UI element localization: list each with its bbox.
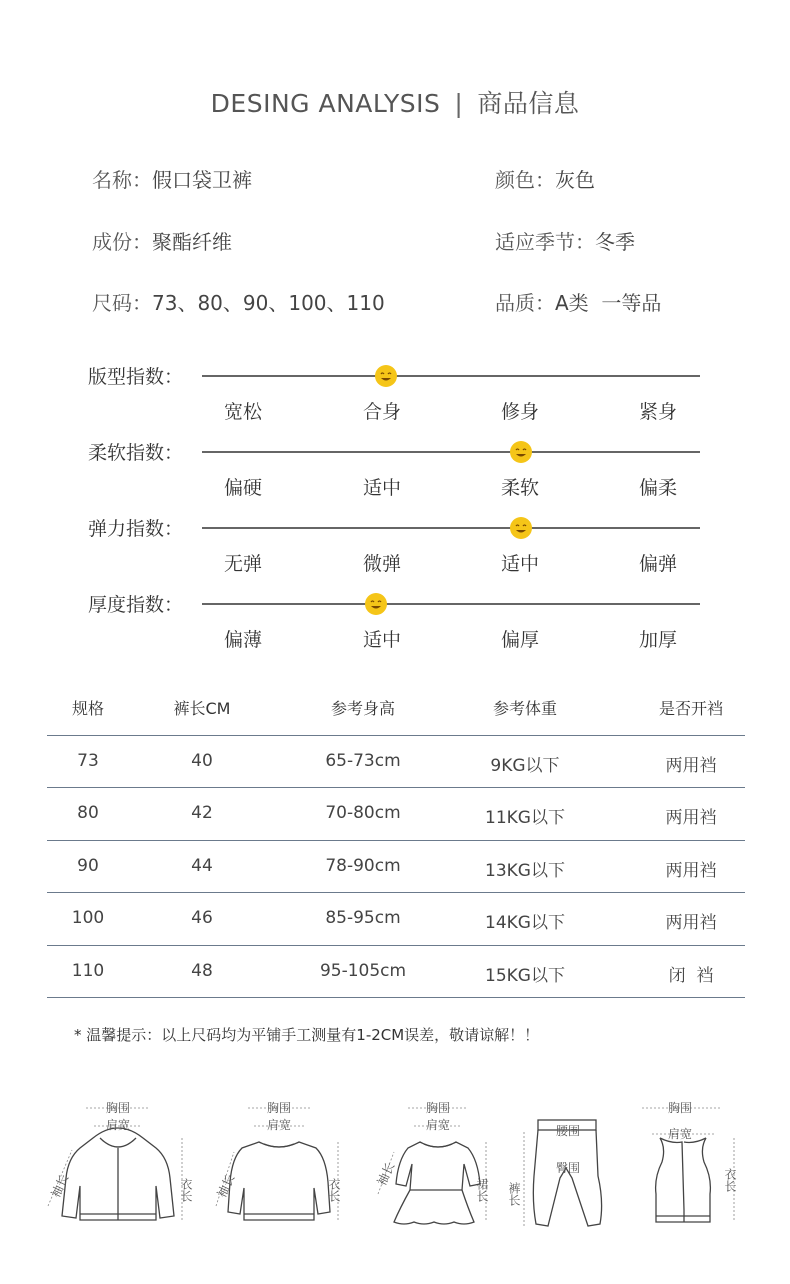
table-divider <box>47 945 745 946</box>
length-label: 衣长 <box>179 1178 193 1202</box>
index-label: 弹力指数： <box>88 518 184 540</box>
chest-label: 胸围 <box>105 1101 131 1115</box>
smiley-marker-icon <box>364 592 388 616</box>
garment-sweatshirt <box>204 1098 354 1238</box>
table-cell: 9KG以下 <box>490 756 560 776</box>
measurement-note: * 温馨提示：以上尺码均为平铺手工测量有1-2CM误差，敬请谅解！！ <box>74 1026 540 1044</box>
index-option: 偏厚 <box>500 629 539 651</box>
index-option: 合身 <box>362 401 401 423</box>
table-cell: 两用裆 <box>665 756 717 776</box>
sweatshirt-icon <box>204 1098 354 1238</box>
garment-pants <box>507 1112 620 1240</box>
shoulder-label: 肩宽 <box>667 1127 693 1141</box>
index-option: 柔软 <box>500 477 539 499</box>
smiley-marker-icon <box>374 364 398 388</box>
pants-icon <box>507 1112 620 1240</box>
length-label: 衣长 <box>327 1178 341 1202</box>
table-cell: 两用裆 <box>665 861 717 881</box>
chest-label: 胸围 <box>425 1101 451 1115</box>
table-cell: 40 <box>191 751 213 771</box>
index-option: 偏薄 <box>223 629 262 651</box>
chest-label: 胸围 <box>667 1101 693 1115</box>
table-divider <box>47 997 745 998</box>
index-label: 版型指数： <box>88 366 184 388</box>
index-scale-line <box>202 375 700 377</box>
table-divider <box>47 840 745 841</box>
info-size: 尺码：73、80、90、100、110 <box>92 291 385 315</box>
index-label: 厚度指数： <box>88 594 184 616</box>
section-header <box>0 84 790 120</box>
index-scale-line <box>202 527 700 529</box>
index-option: 紧身 <box>638 401 677 423</box>
shoulder-label: 肩宽 <box>105 1118 131 1132</box>
index-option: 适中 <box>500 553 539 575</box>
index-option: 偏硬 <box>223 477 262 499</box>
table-cell: 两用裆 <box>665 913 717 933</box>
header-separator: | <box>454 89 464 118</box>
hooded-jacket-icon <box>38 1098 198 1238</box>
table-header-cell: 裤长CM <box>173 699 231 718</box>
table-header-cell: 规格 <box>71 699 104 718</box>
sleeve-label: 袖长 <box>374 1160 398 1188</box>
index-scale-line <box>202 603 700 605</box>
index-option: 加厚 <box>638 629 677 651</box>
table-cell: 65-73cm <box>325 751 401 771</box>
header-en: DESING ANALYSIS <box>210 89 441 118</box>
table-divider <box>47 787 745 788</box>
table-cell: 85-95cm <box>325 908 401 928</box>
table-cell: 48 <box>191 961 213 981</box>
table-cell: 闭 裆 <box>668 966 714 986</box>
index-option: 宽松 <box>223 401 262 423</box>
table-cell: 100 <box>71 908 105 928</box>
shoulder-label: 肩宽 <box>425 1118 451 1132</box>
table-cell: 11KG以下 <box>485 808 565 828</box>
smiley-marker-icon <box>509 516 533 540</box>
table-header-cell: 是否开裆 <box>658 699 723 718</box>
info-material: 成份：聚酯纤维 <box>92 230 232 254</box>
table-divider <box>47 735 745 736</box>
header-cn: 商品信息 <box>477 89 580 118</box>
table-cell: 14KG以下 <box>485 913 565 933</box>
shoulder-label: 肩宽 <box>266 1118 292 1132</box>
table-cell: 46 <box>191 908 213 928</box>
chest-label: 胸围 <box>266 1101 292 1115</box>
index-option: 适中 <box>362 477 401 499</box>
index-label: 柔软指数： <box>88 442 184 464</box>
table-cell: 13KG以下 <box>485 861 565 881</box>
smiley-marker-icon <box>509 440 533 464</box>
table-cell: 44 <box>191 856 213 876</box>
table-cell: 95-105cm <box>319 961 407 981</box>
table-divider <box>47 892 745 893</box>
table-cell: 15KG以下 <box>485 966 565 986</box>
table-cell: 70-80cm <box>325 803 401 823</box>
garment-hooded-jacket <box>38 1098 198 1238</box>
info-name: 名称：假口袋卫裤 <box>92 168 252 192</box>
table-cell: 90 <box>77 856 99 876</box>
info-season: 适应季节：冬季 <box>495 230 635 254</box>
table-cell: 80 <box>77 803 99 823</box>
index-option: 微弹 <box>362 553 401 575</box>
table-cell: 42 <box>191 803 213 823</box>
index-option: 偏弹 <box>638 553 677 575</box>
vest-icon <box>622 1098 772 1238</box>
info-quality: 品质：A类 一等品 <box>495 291 662 315</box>
waist-label: 腰围 <box>555 1124 581 1138</box>
info-color: 颜色：灰色 <box>495 168 595 192</box>
table-cell: 78-90cm <box>325 856 401 876</box>
table-cell: 110 <box>71 961 105 981</box>
sleeve-label: 袖长 <box>48 1172 72 1200</box>
hip-label: 臀围 <box>555 1161 581 1175</box>
table-header-cell: 参考身高 <box>330 699 395 718</box>
dress-icon <box>368 1098 508 1238</box>
garment-vest <box>622 1098 772 1238</box>
length-label: 衣长 <box>723 1168 737 1192</box>
index-scale-line <box>202 451 700 453</box>
table-cell: 两用裆 <box>665 808 717 828</box>
sleeve-label: 袖长 <box>214 1172 238 1200</box>
table-header-cell: 参考体重 <box>492 699 557 718</box>
garment-dress <box>368 1098 508 1238</box>
index-option: 修身 <box>500 401 539 423</box>
length-label: 裤长 <box>507 1182 521 1206</box>
length-label: 裙长 <box>475 1178 489 1202</box>
index-option: 无弹 <box>223 553 262 575</box>
table-cell: 73 <box>77 751 99 771</box>
index-option: 适中 <box>362 629 401 651</box>
index-option: 偏柔 <box>638 477 677 499</box>
